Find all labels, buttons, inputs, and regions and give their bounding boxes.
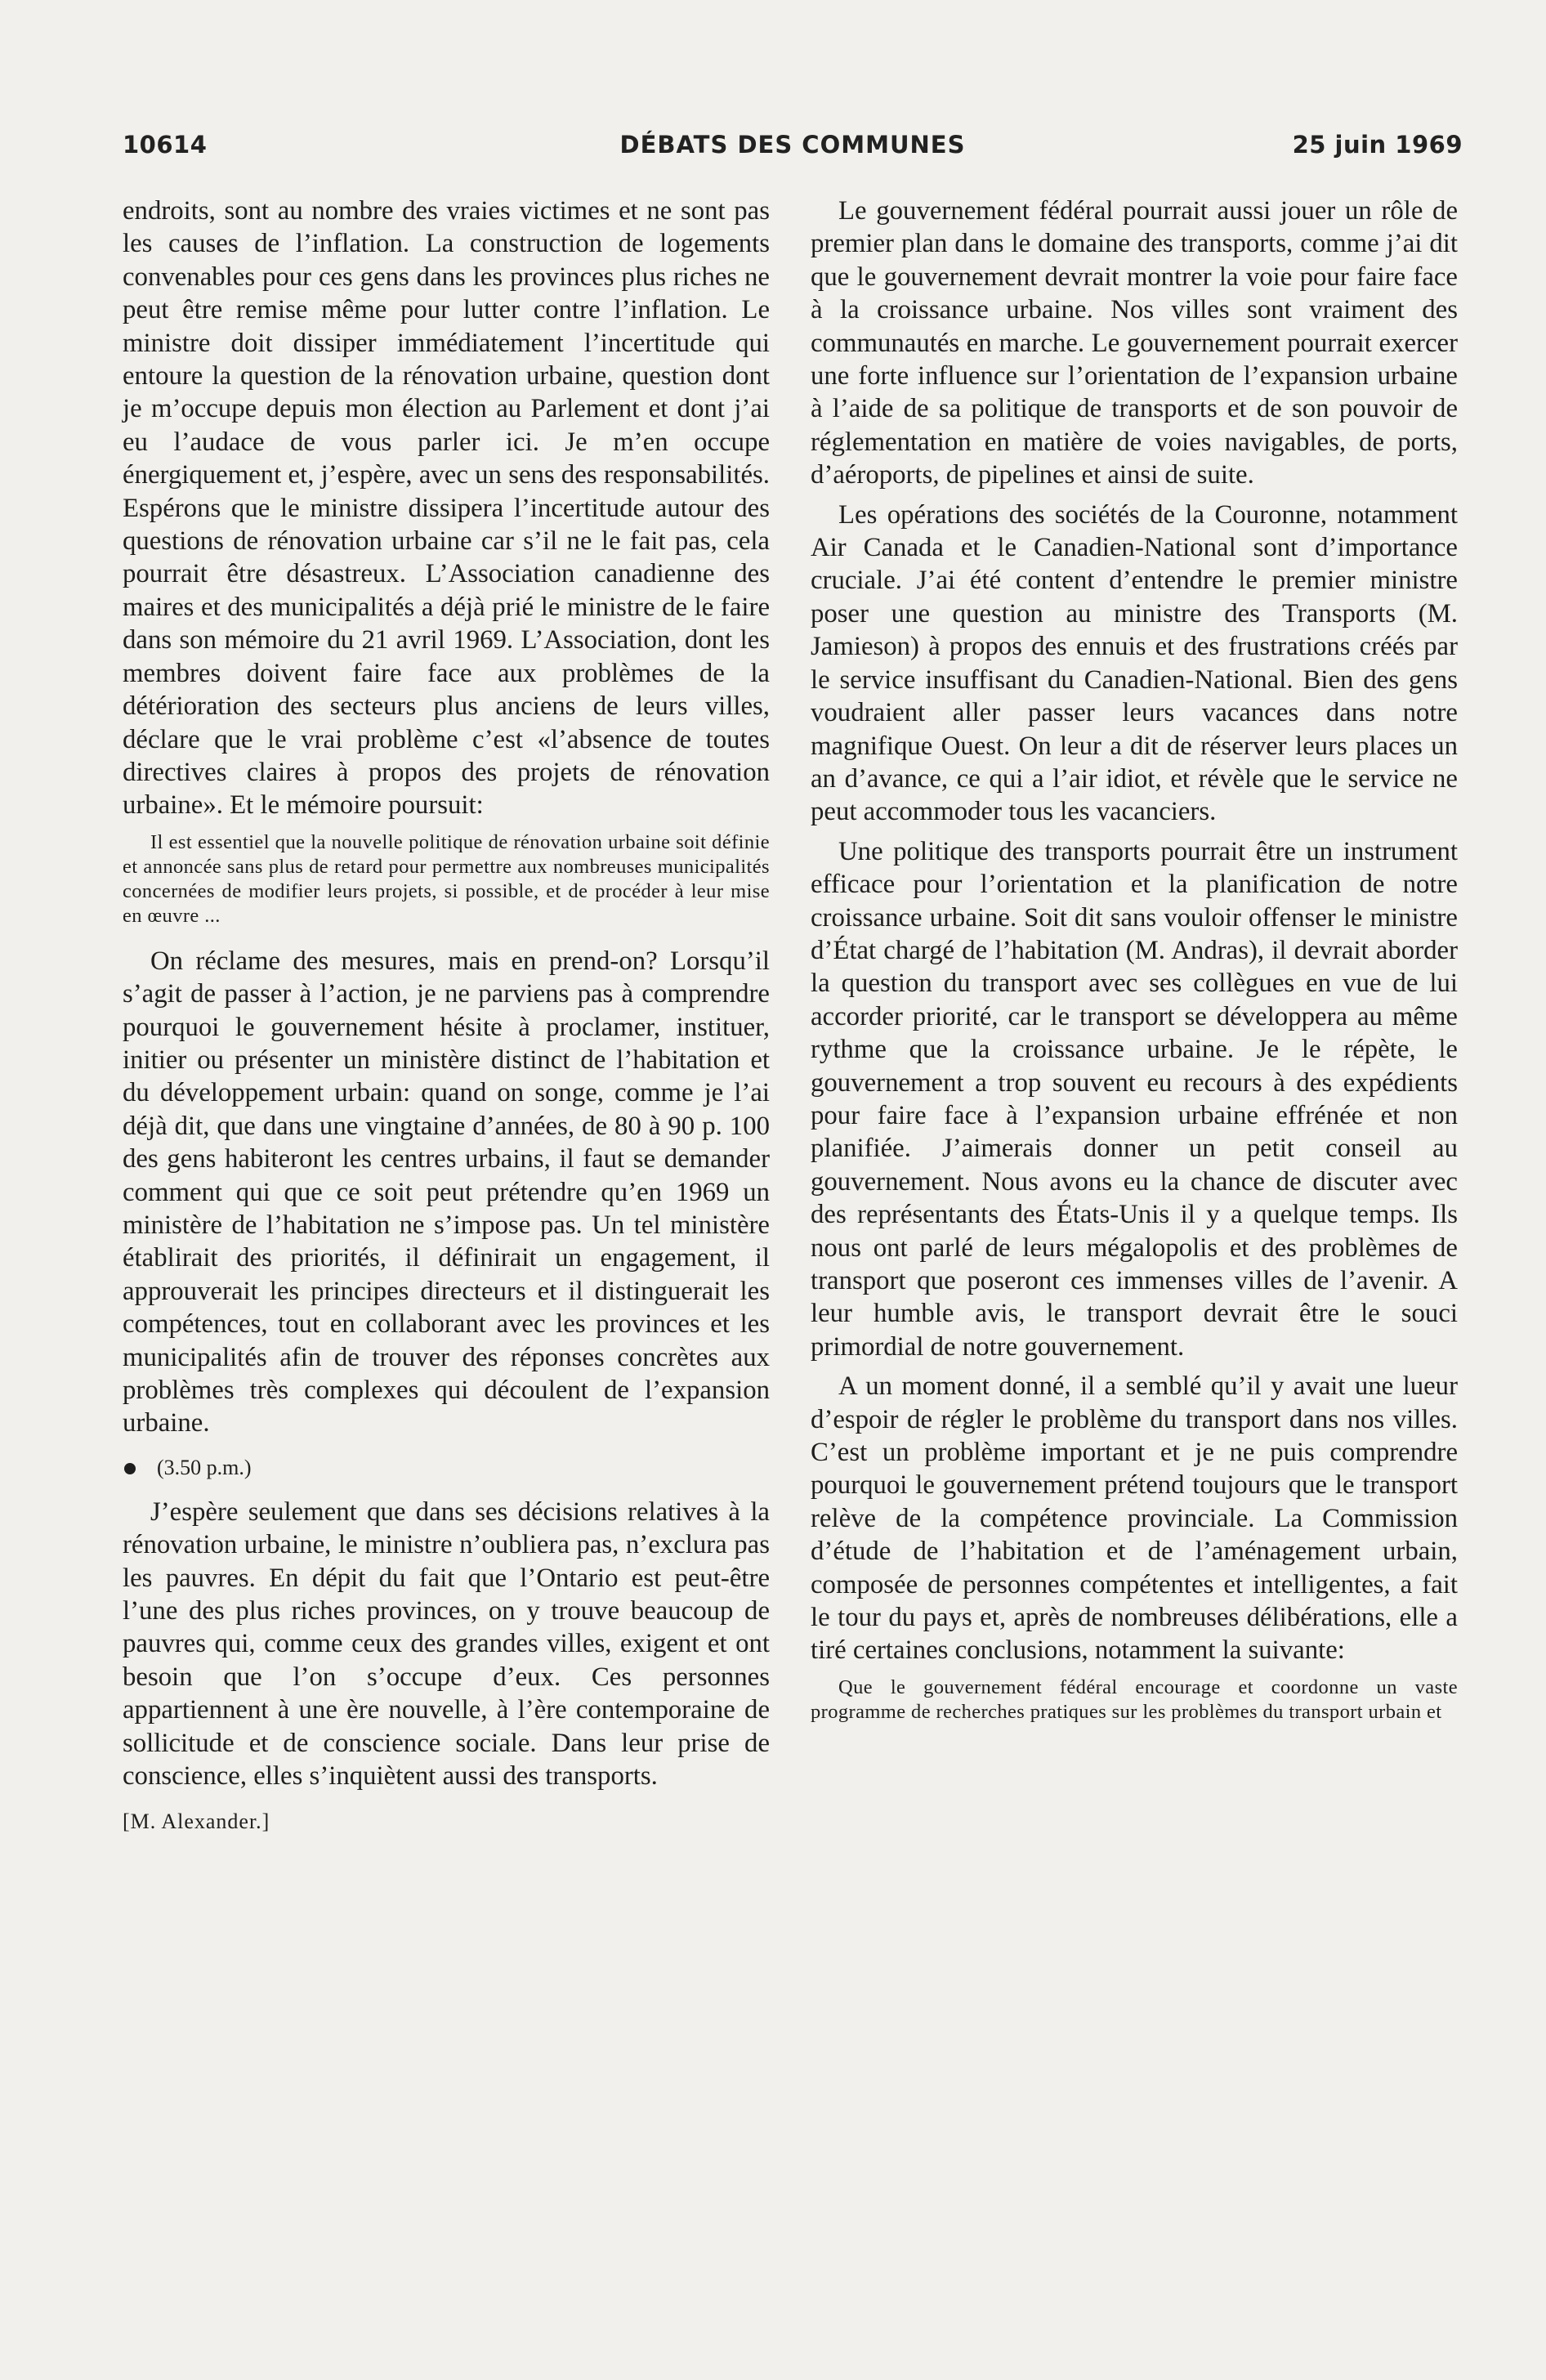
block-quote: Il est essentiel que la nouvelle politique de rénovation urbaine soit définie et annoncée sans plus de retard pour permettre aux nombreuses municipalités concernées de modifier leurs projets, si possible, et de procéder à leur mise en œuvre ... — [123, 830, 770, 927]
page-header — [123, 131, 1463, 172]
block-quote: Que le gouvernement fédéral encourage et coordonne un vaste programme de recherches pratiques sur les problèmes du transport urbain et — [811, 1675, 1458, 1723]
speaker-attribution: [M. Alexander.] — [123, 1810, 270, 1834]
bullet-icon — [124, 1463, 136, 1474]
left-column — [123, 195, 770, 1835]
right-column — [811, 195, 1458, 1741]
journal-title: DÉBATS DES COMMUNES — [619, 131, 966, 159]
page-number: 10614 — [123, 131, 208, 159]
paragraph: endroits, sont au nombre des vraies victimes et ne sont pas les causes de l’inflation. La construction de logements convenables pour ces gens dans les provinces plus riches ne peut être remise même pour lutter contre l’inflation. Le ministre doit dissiper immédiatement l’incertitude qui entoure la question de la rénovation urbaine, question dont je m’occupe depuis mon élection au Parlement et dont j’ai eu l’audace de vous parler ici. Je m’en occupe énergiquement et, j’espère, avec un sens des responsabilités. Espérons que le ministre dissipera l’incertitude autour des questions de rénovation urbaine car s’il ne le fait pas, cela pourrait être désastreux. L’Association canadienne des maires et des municipalités a déjà prié le ministre de le faire dans son mémoire du 21 avril 1969. L’Association, dont les membres doivent faire face aux problèmes de la détérioration des secteurs plus anciens de leurs villes, déclare que le vrai problème c’est «l’absence de toutes directives claires à propos des projets de rénovation urbaine». Et le mémoire poursuit: — [123, 196, 770, 821]
paragraph: J’espère seulement que dans ses décisions relatives à la rénovation urbaine, le ministre n’oubliera pas, n’exclura pas les pauvres. En dépit du fait que l’Ontario est peut-être l’une des plus riches provinces, on y trouve beaucoup de pauvres qui, comme ceux des grandes villes, exigent et ont besoin que l’on s’occupe d’eux. Ces personnes appartiennent à une ère nouvelle, à l’ère contemporaine de sollicitude et de conscience sociale. Dans leur prise de conscience, elles s’inquiètent aussi des transports. — [123, 1496, 770, 1792]
paragraph: A un moment donné, il a semblé qu’il y avait une lueur d’espoir de régler le problème du transport dans nos villes. C’est un problème important et je ne puis comprendre pourquoi le gouvernement prétend toujours que le transport relève de la compétence provinciale. La Commission d’étude de l’habitation et de l’aménagement urbain, composée de personnes compétentes et intelligentes, a fait le tour du pays et, après de nombreuses délibérations, elle a tiré certaines conclusions, notamment la suivante: — [811, 1371, 1458, 1666]
paragraph: Le gouvernement fédéral pourrait aussi jouer un rôle de premier plan dans le domaine des transports, comme j’ai dit que le gouvernement devrait montrer la voie pour faire face à la croissance urbaine. Nos villes sont vraiment des communautés en marche. Le gouvernement pourrait exercer une forte influence sur l’orientation de l’expansion urbaine à l’aide de sa politique de transports et de son pouvoir de réglementation en matière de voies navigables, de ports, d’aéroports, de pipelines et ainsi de suite. — [811, 196, 1458, 490]
paragraph: On réclame des mesures, mais en prend-on? Lorsqu’il s’agit de passer à l’action, je ne parviens pas à comprendre pourquoi le gouvernement hésite à proclamer, instituer, initier ou présenter un ministère distinct de l’habitation et du développement urbain: quand on songe, comme je l’ai déjà dit, que dans une vingtaine d’années, de 80 à 90 p. 100 des gens habiteront les centres urbains, il faut se demander comment qui que ce soit peut prétendre qu’en 1969 un ministère de l’habitation ne s’impose pas. Un tel ministère établirait des priorités, il définirait un engagement, il approuverait les principes directeurs et il distinguerait les compétences, tout en collaborant avec les provinces et les municipalités afin de trouver des réponses concrètes aux problèmes très complexes qui découlent de l’expansion urbaine. — [123, 946, 770, 1438]
paragraph: Les opérations des sociétés de la Couronne, notamment Air Canada et le Canadien-National sont d’importance cruciale. J’ai été content d’entendre le premier ministre poser une question au ministre des Transports (M. Jamieson) à propos des ennuis et des frustrations créés par le service insuffisant du Canadien-National. Bien des gens voudraient aller passer leurs vacances dans notre magnifique Ouest. On leur a dit de réserver leurs places un an d’avance, ce qui a l’air idiot, et révèle que le service ne peut accommoder tous les vacanciers. — [811, 499, 1458, 827]
issue-date: 25 juin 1969 — [1292, 131, 1463, 159]
time-marker-text: (3.50 p.m.) — [157, 1455, 252, 1479]
time-marker — [123, 1455, 770, 1481]
paragraph: Une politique des transports pourrait être un instrument efficace pour l’orientation et la planification de notre croissance urbaine. Soit dit sans vouloir offenser le ministre d’État chargé de l’habitation (M. Andras), il devrait aborder la question du transport avec ses collègues en vue de lui accorder priorité, car le transport se développera au même rythme que la croissance urbaine. Je le répète, le gouvernement a trop souvent eu recours à des expédients pour faire face à l’expansion urbaine effrénée et non planifiée. J’aimerais donner un petit conseil au gouvernement. Nous avons eu la chance de discuter avec des représentants des États-Unis il y a quelque temps. Ils nous ont parlé de leurs mégalopolis et des problèmes de transport que poseront ces immenses villes de l’avenir. A leur humble avis, le transport devrait être le souci primordial de notre gouvernement. — [811, 836, 1458, 1362]
